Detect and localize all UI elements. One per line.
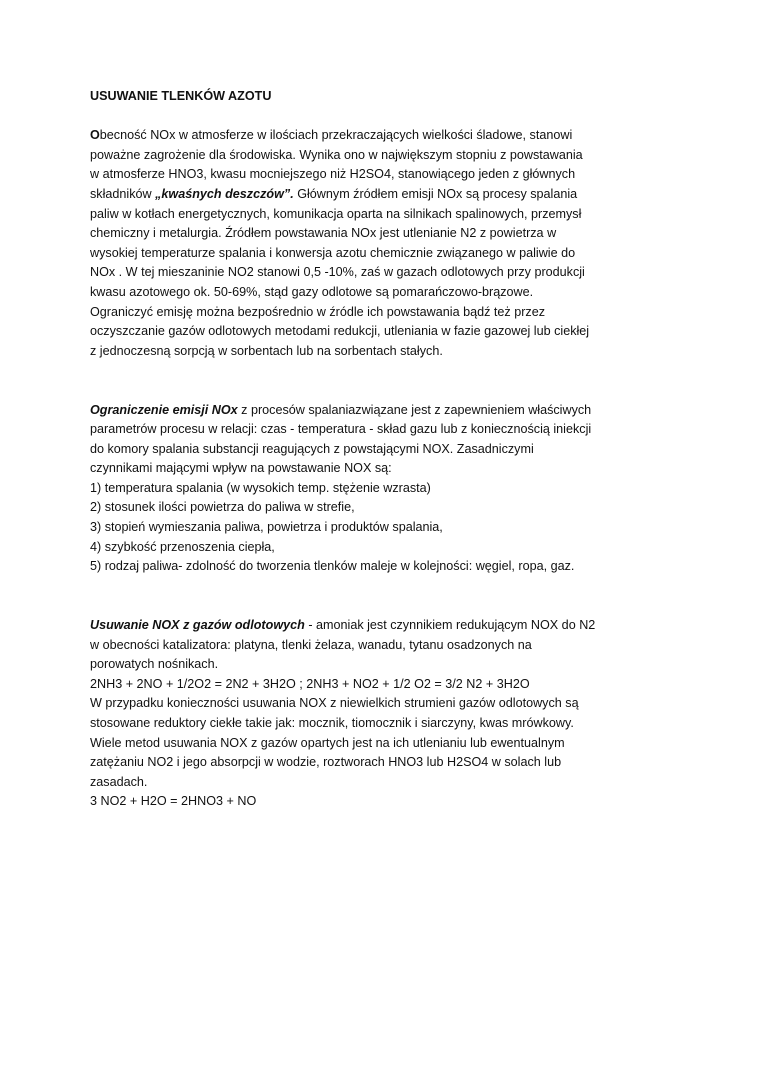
list-item: 4) szybkość przenoszenia ciepła,	[90, 539, 275, 554]
spacer	[90, 577, 650, 616]
reaction-equation: 2NH3 + 2NO + 1/2O2 = 2N2 + 3H2O ; 2NH3 + NO2 + 1/2 O2 = 3/2 N2 + 3H2O	[90, 676, 530, 691]
removal-line-9: zasadach.	[90, 774, 148, 789]
drop-letter: O	[90, 128, 100, 143]
emphasis-acid-rain: „kwaśnych deszczów”.	[155, 186, 294, 201]
paragraph-intro	[90, 126, 650, 361]
intro-line-1: Obecność NOx w atmosferze w ilościach przekraczających wielkości śladowe, stanowi	[90, 128, 573, 143]
list-item: 5) rodzaj paliwa- zdolność do tworzenia tlenków maleje w kolejności: węgiel, ropa, gaz.	[90, 559, 575, 574]
intro-line-6: chemiczny i metalurgia. Źródłem powstawania NOx jest utlenianie N2 z powietrza w	[90, 226, 557, 241]
removal-line-1: Usuwanie NOX z gazów odlotowych - amoniak jest czynnikiem redukującym NOX do N2	[90, 618, 596, 633]
removal-line-2: w obecności katalizatora: platyna, tlenki żelaza, wanadu, tytanu osadzonych na	[90, 637, 532, 652]
reaction-equation: 3 NO2 + H2O = 2HNO3 + NO	[90, 794, 257, 809]
intro-line-5: paliw w kotłach energetycznych, komunikacja oparta na silnikach spalinowych, przemysł	[90, 206, 582, 221]
intro-line-12: z jednoczesną sorpcją w sorbentach lub na sorbentach stałych.	[90, 343, 443, 358]
limits-line-1: Ograniczenie emisji NOx z procesów spalaniazwiązane jest z zapewnieniem właściwych	[90, 402, 592, 417]
intro-line-11: oczyszczanie gazów odlotowych metodami redukcji, utleniania w fazie gazowej lub ciekłej	[90, 324, 590, 339]
intro-line-9: kwasu azotowego ok. 50-69%, stąd gazy odlotowe są pomarańczowo-brązowe.	[90, 284, 534, 299]
removal-line-5: W przypadku konieczności usuwania NOX z niewielkich strumieni gazów odlotowych są	[90, 696, 579, 711]
removal-line-7: Wiele metod usuwania NOX z gazów opartych jest na ich utlenianiu lub ewentualnym	[90, 735, 565, 750]
removal-line-8: zatężaniu NO2 i jego absorpcji w wodzie, roztworach HNO3 lub H2SO4 w solach lub	[90, 755, 562, 770]
paragraph-emission-limits	[90, 401, 650, 577]
intro-line-3: w atmosferze HNO3, kwasu mocniejszego niż H2SO4, stanowiącego jeden z głównych	[90, 167, 576, 182]
limits-line-4: czynnikami mającymi wpływ na powstawanie NOX są:	[90, 461, 392, 476]
intro-line-2: poważne zagrożenie dla środowiska. Wynika ono w największym stopniu z powstawania	[90, 147, 583, 162]
limits-line-2: parametrów procesu w relacji: czas - temperatura - skład gazu lub z koniecznością iniekcji	[90, 422, 592, 437]
section-heading-limits: Ograniczenie emisji NOx	[90, 402, 238, 417]
intro-line-8: NOx . W tej mieszaninie NO2 stanowi 0,5 -10%, zaś w gazach odlotowych przy produkcji	[90, 265, 585, 280]
document-body	[90, 87, 650, 812]
intro-line-4: składników „kwaśnych deszczów”. Głównym źródłem emisji NOx są procesy spalania	[90, 186, 578, 201]
list-item: 2) stosunek ilości powietrza do paliwa w strefie,	[90, 500, 355, 515]
list-item: 1) temperatura spalania (w wysokich temp. stężenie wzrasta)	[90, 480, 431, 495]
spacer	[90, 361, 650, 400]
intro-line-7: wysokiej temperaturze spalania i konwersja azotu chemicznie związanego w paliwie do	[90, 245, 576, 260]
removal-line-6: stosowane reduktory ciekłe takie jak: mocznik, tiomocznik i siarczyny, kwas mrówkowy.	[90, 716, 574, 730]
section-heading-removal: Usuwanie NOX z gazów odlotowych	[90, 618, 305, 633]
paragraph-removal	[90, 616, 650, 812]
removal-line-3: porowatych nośnikach.	[90, 657, 219, 672]
list-item: 3) stopień wymieszania paliwa, powietrza i produktów spalania,	[90, 520, 443, 535]
page-title: USUWANIE TLENKÓW AZOTU	[90, 89, 272, 103]
limits-line-3: do komory spalania substancji reagujących z powstającymi NOX. Zasadniczymi	[90, 441, 534, 456]
intro-line-10: Ograniczyć emisję można bezpośrednio w źródle ich powstawania bądź też przez	[90, 304, 545, 319]
